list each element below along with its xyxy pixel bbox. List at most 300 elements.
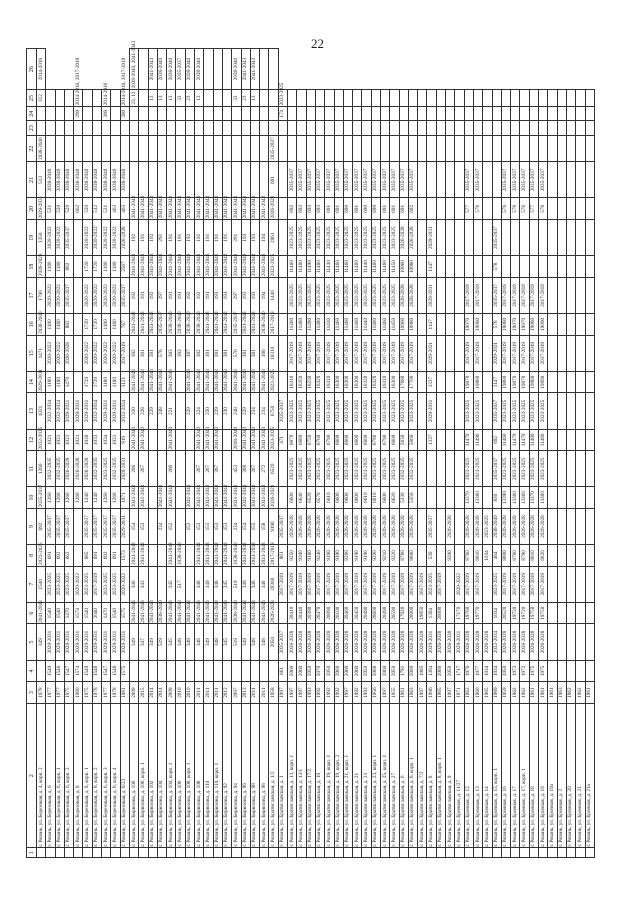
table-cell: 19070 xyxy=(520,371,529,393)
table-cell xyxy=(343,90,352,107)
table-cell: 2041-2043 xyxy=(241,429,250,451)
column-number-cell: 26 xyxy=(27,49,37,90)
table-cell xyxy=(362,848,371,858)
table-cell: 2041-2043 xyxy=(232,371,241,393)
table-cell: 2038-2040 xyxy=(111,162,120,198)
table-cell: 2041-2043 xyxy=(167,429,176,451)
table-cell: 2013 xyxy=(241,682,250,704)
table-cell: 2032-2035 xyxy=(46,451,55,487)
table-cell: 383 xyxy=(176,335,185,371)
table-cell: 11480 xyxy=(315,314,324,336)
table-cell: 2026-2028 xyxy=(408,508,417,544)
table-cell: 272 xyxy=(260,451,269,487)
table-cell: 6870 xyxy=(288,429,297,451)
table-cell: 192 xyxy=(195,277,204,313)
table-cell: 13380 xyxy=(473,487,482,509)
table-row xyxy=(74,49,83,858)
table-cell: 6750 xyxy=(306,429,315,451)
table-cell: 2023-2025 xyxy=(83,566,92,602)
table-cell xyxy=(176,487,185,509)
table-cell: 228 xyxy=(139,393,148,429)
table-cell xyxy=(483,198,492,220)
table-cell xyxy=(83,121,92,135)
table-cell: 2038-2040 xyxy=(176,314,185,336)
table-cell: 19070 xyxy=(511,371,520,393)
table-cell: 2023-2025 xyxy=(315,393,324,429)
table-cell: 1961 xyxy=(399,682,408,704)
table-cell xyxy=(427,487,436,509)
table-cell xyxy=(102,135,111,161)
table-cell xyxy=(250,848,259,858)
table-cell: 2026-2028 xyxy=(325,508,334,544)
table-cell xyxy=(576,198,585,220)
table-cell: 2038-2040 xyxy=(176,545,185,567)
table-cell: 2017-2019 xyxy=(464,566,473,602)
table-cell xyxy=(46,121,55,135)
table-cell xyxy=(566,90,575,107)
table-cell: 1956 xyxy=(371,682,380,704)
table-cell: 1575 xyxy=(120,660,129,682)
table-cell: 2038-2040, 2041-2043 xyxy=(129,49,138,90)
column-number-cell: 5 xyxy=(27,624,37,660)
table-cell: 2017-2019 xyxy=(520,335,529,371)
table-cell xyxy=(418,277,427,313)
table-row xyxy=(241,49,250,858)
table-cell: 20450 xyxy=(353,602,362,624)
table-cell: 2023-2025 xyxy=(334,277,343,313)
table-cell xyxy=(501,90,510,107)
address-cell: г. Рязань, ул. Братиславская, д. 13, корп. 1 xyxy=(288,703,297,847)
table-cell: 2023-2025 xyxy=(297,220,306,256)
table-cell: 9190 xyxy=(334,545,343,567)
table-row xyxy=(557,49,566,858)
address-cell: г. Рязань, ул. Братиславская, д. 27 xyxy=(390,703,399,847)
table-cell: 2023-2025 xyxy=(306,220,315,256)
table-cell: 6600 xyxy=(380,487,389,509)
address-cell: г. Рязань, ул. Бронная, д. 11/27 xyxy=(455,703,464,847)
table-cell xyxy=(483,335,492,371)
table-cell: 9200 xyxy=(343,545,352,567)
table-cell xyxy=(566,107,575,121)
table-cell: 2017-2019 xyxy=(539,277,548,313)
table-cell: 2029-2031 xyxy=(427,393,436,429)
table-cell: 2035-2037 xyxy=(102,508,111,544)
table-cell: 2017-2019 xyxy=(473,335,482,371)
table-cell: 767 xyxy=(120,314,129,336)
table-cell: 2041-2043 xyxy=(195,545,204,567)
table-cell xyxy=(297,848,306,858)
table-cell: 519 xyxy=(157,624,166,660)
table-cell: 297 xyxy=(157,277,166,313)
table-cell xyxy=(566,135,575,161)
table-cell xyxy=(297,135,306,161)
table-cell: 2026-2028 xyxy=(315,624,324,660)
table-cell: 9190 xyxy=(325,545,334,567)
table-row xyxy=(576,49,585,858)
table-cell: 691 xyxy=(269,162,278,198)
table-cell xyxy=(529,848,538,858)
table-cell: 2023-2025 xyxy=(325,277,334,313)
table-cell: 2020-2022 xyxy=(120,566,129,602)
table-cell: 2026-2028 xyxy=(74,451,83,487)
table-cell: 3040 xyxy=(92,602,101,624)
table-cell: 2041-2043 xyxy=(250,256,259,278)
table-cell: 1992 xyxy=(325,682,334,704)
table-cell: 2038-2040 xyxy=(55,162,64,198)
column-number-cell: 24 xyxy=(27,107,37,121)
table-cell: 2023-2025 xyxy=(288,451,297,487)
address-cell: г. Рязань, ул. Березовая, д. 8, корп. 2 xyxy=(92,703,101,847)
column-number-cell: 23 xyxy=(27,121,37,135)
table-cell: 9300 xyxy=(297,545,306,567)
table-cell xyxy=(557,277,566,313)
table-cell: 2035-2037 xyxy=(176,49,185,90)
table-cell: 191 xyxy=(139,277,148,313)
table-cell: 11460 xyxy=(288,314,297,336)
table-row xyxy=(222,49,231,858)
table-row xyxy=(176,49,185,858)
address-cell: г. Рязань, ул. Братиславская, д. 25, корп. 1 xyxy=(380,703,389,847)
table-cell xyxy=(37,107,46,121)
table-cell xyxy=(492,162,501,198)
table-cell: 693 xyxy=(306,198,315,220)
table-cell: 2035-2037 xyxy=(362,162,371,198)
table-cell: 2026-2028 xyxy=(353,508,362,544)
table-cell: 2041-2043 xyxy=(241,602,250,624)
column-number-cell: 14 xyxy=(27,371,37,393)
table-row xyxy=(46,49,55,858)
table-cell xyxy=(418,220,427,256)
table-cell xyxy=(557,848,566,858)
table-cell: 386 xyxy=(260,335,269,371)
table-cell: 2041-2043 xyxy=(204,429,213,451)
table-cell xyxy=(446,162,455,198)
table-cell: 2017-2019 xyxy=(511,566,520,602)
table-cell xyxy=(185,162,194,198)
table-cell xyxy=(353,848,362,858)
table-row xyxy=(566,49,575,858)
table-cell: 191 xyxy=(167,277,176,313)
table-cell: 2041-2043 xyxy=(222,487,231,509)
table-cell: 2026-2028 xyxy=(520,508,529,544)
table-cell: 2041-2043 xyxy=(250,198,259,220)
table-cell xyxy=(222,107,231,121)
table-cell: 2032-2035 xyxy=(111,451,120,487)
table-cell xyxy=(269,660,278,682)
table-cell xyxy=(548,277,557,313)
table-cell: 1978 xyxy=(92,682,101,704)
table-cell: 8780 xyxy=(511,545,520,567)
table-cell: 194 xyxy=(260,220,269,256)
table-cell xyxy=(446,314,455,336)
table-cell: 691 xyxy=(390,198,399,220)
table-cell xyxy=(64,90,73,107)
table-cell xyxy=(557,256,566,278)
table-cell: 2041-2043 xyxy=(250,49,259,90)
table-cell xyxy=(241,135,250,161)
address-cell: г. Рязань, ул. Березовая, д. 8, корп. 4 xyxy=(111,703,120,847)
column-number-cell: 6 xyxy=(27,602,37,624)
table-cell xyxy=(167,660,176,682)
table-cell xyxy=(315,121,324,135)
table-cell: 1260 xyxy=(37,451,46,487)
table-cell: 1260 xyxy=(64,487,73,509)
table-cell: 1147 xyxy=(427,256,436,278)
table-cell: 2017-2019 xyxy=(380,566,389,602)
table-cell: 519 xyxy=(232,566,241,602)
table-cell: 2041-2043 xyxy=(195,371,204,393)
table-cell: 2010 xyxy=(176,682,185,704)
table-row xyxy=(492,49,501,858)
table-cell: 530 xyxy=(427,545,436,567)
table-cell xyxy=(278,220,287,256)
table-cell: 2060 xyxy=(334,660,343,682)
table-cell: 2035-2037 xyxy=(492,451,501,487)
table-cell xyxy=(46,135,55,161)
table-cell: 2026-2028 xyxy=(288,508,297,544)
table-cell xyxy=(455,135,464,161)
table-cell: 13390 xyxy=(501,487,510,509)
table-row xyxy=(455,49,464,858)
table-row xyxy=(278,49,287,858)
table-cell: 2041-2043 xyxy=(222,602,231,624)
table-cell: 2026-2028 xyxy=(269,198,278,220)
table-cell: 300 xyxy=(120,107,129,121)
table-cell xyxy=(585,602,594,624)
table-cell: 1260 xyxy=(74,487,83,509)
table-cell: 1960 xyxy=(473,682,482,704)
table-cell xyxy=(576,335,585,371)
table-cell xyxy=(557,487,566,509)
table-cell xyxy=(278,162,287,198)
table-cell: 11460 xyxy=(334,256,343,278)
table-cell: 267 xyxy=(250,451,259,487)
table-cell xyxy=(455,371,464,393)
table-cell xyxy=(464,107,473,121)
table-cell: 267 xyxy=(204,451,213,487)
table-cell: 2023-2025 xyxy=(288,277,297,313)
table-cell: 2017-2019 xyxy=(92,566,101,602)
address-cell: г. Рязань, ул. Братиславская, д. 21 xyxy=(353,703,362,847)
table-row xyxy=(539,49,548,858)
table-cell xyxy=(446,335,455,371)
table-cell xyxy=(408,848,417,858)
table-cell: 2026-2028 xyxy=(529,624,538,660)
table-cell: 2038-2040 xyxy=(83,162,92,198)
table-cell: 1717 xyxy=(455,660,464,682)
table-cell: 347 xyxy=(139,624,148,660)
table-cell xyxy=(483,602,492,624)
address-cell: г. Рязань, ул. Бронная, д. 21а xyxy=(585,703,594,847)
table-cell: 2060 xyxy=(380,660,389,682)
table-cell: 2017-2019 xyxy=(362,335,371,371)
table-cell: 2020-2022 xyxy=(102,277,111,313)
table-cell xyxy=(464,90,473,107)
table-cell: 11460 xyxy=(353,256,362,278)
table-cell: 2038-2040 xyxy=(74,162,83,198)
table-cell: 2041-2043 xyxy=(232,198,241,220)
table-cell: 2023-2025 xyxy=(343,220,352,256)
table-cell: 1972 xyxy=(520,660,529,682)
table-cell: 192 xyxy=(195,220,204,256)
table-cell: 2015 xyxy=(139,682,148,704)
table-row xyxy=(418,49,427,858)
table-cell: 2017-2019 xyxy=(278,566,287,602)
table-cell xyxy=(446,429,455,451)
table-cell xyxy=(343,848,352,858)
table-cell xyxy=(380,121,389,135)
table-cell: 2029-2031 xyxy=(427,335,436,371)
table-cell xyxy=(241,162,250,198)
table-cell xyxy=(511,256,520,278)
table-cell xyxy=(74,135,83,161)
table-cell xyxy=(557,107,566,121)
table-cell: 2041-2043 xyxy=(213,371,222,393)
table-cell: 1977 xyxy=(473,660,482,682)
table-cell: 464 xyxy=(492,545,501,567)
table-cell: 2070 xyxy=(315,660,324,682)
table-cell xyxy=(539,256,548,278)
table-cell: 693 xyxy=(315,198,324,220)
table-cell xyxy=(157,429,166,451)
table-cell: 662 xyxy=(74,198,83,220)
table-cell xyxy=(167,135,176,161)
table-cell: 2050 xyxy=(501,660,510,682)
table-cell: 520 xyxy=(64,198,73,220)
table-cell: 192 xyxy=(185,220,194,256)
address-cell: г. Рязань, ул. Братиславская, д. 23 xyxy=(362,703,371,847)
table-cell xyxy=(473,135,482,161)
table-cell: 19080 xyxy=(473,314,482,336)
table-cell xyxy=(288,121,297,135)
table-cell xyxy=(548,90,557,107)
table-cell xyxy=(427,198,436,220)
table-row xyxy=(83,49,92,858)
table-cell: 2041-2043 xyxy=(157,487,166,509)
table-row xyxy=(585,49,594,858)
table-cell: 9220 xyxy=(390,545,399,567)
table-cell: 2041-2043 xyxy=(260,256,269,278)
table-cell: 692 xyxy=(297,198,306,220)
table-cell: 5830 xyxy=(399,429,408,451)
table-cell xyxy=(548,393,557,429)
table-cell: 2017-2019 xyxy=(334,566,343,602)
table-cell: 348 xyxy=(185,624,194,660)
table-cell: 1470 xyxy=(64,602,73,624)
table-cell xyxy=(566,848,575,858)
table-cell: 1962 xyxy=(576,682,585,704)
table-cell: 2017-2019 xyxy=(399,566,408,602)
table-cell: 2023-2025 xyxy=(390,393,399,429)
table-cell: 13370 xyxy=(464,487,473,509)
table-cell: 11480 xyxy=(539,429,548,451)
table-cell: 2041-2043 xyxy=(204,545,213,567)
table-cell: 1975 xyxy=(83,682,92,704)
table-cell: 2035-2037 xyxy=(334,162,343,198)
table-cell xyxy=(566,371,575,393)
table-cell: 1071 xyxy=(120,487,129,509)
table-cell: 17680 xyxy=(399,371,408,393)
table-cell xyxy=(334,90,343,107)
table-cell: 11460 xyxy=(353,314,362,336)
table-cell: 1540 xyxy=(37,566,46,602)
table-cell: 221 xyxy=(167,393,176,429)
table-cell: 2023-2025 xyxy=(353,277,362,313)
table-cell: 6800 xyxy=(343,429,352,451)
table-cell: 18320 xyxy=(371,371,380,393)
address-cell: г. Рязань, ул. Бирюзова, д. 10б, корп. 1 xyxy=(139,703,148,847)
table-cell xyxy=(436,545,445,567)
table-cell: 6880 xyxy=(297,429,306,451)
table-cell xyxy=(492,848,501,858)
table-cell: 2012 xyxy=(222,682,231,704)
table-cell: 2041-2043 xyxy=(241,49,250,90)
table-cell xyxy=(148,487,157,509)
table-cell: 2035-2037 xyxy=(297,162,306,198)
table-cell: 2041-2043 xyxy=(241,314,250,336)
table-cell: 13 xyxy=(148,90,157,107)
table-cell xyxy=(176,371,185,393)
table-cell xyxy=(204,135,213,161)
table-cell xyxy=(232,107,241,121)
table-cell xyxy=(464,121,473,135)
table-cell xyxy=(408,90,417,107)
table-cell xyxy=(576,545,585,567)
table-cell xyxy=(418,545,427,567)
table-cell xyxy=(483,566,492,602)
table-row xyxy=(250,49,259,858)
table-cell: 11480 xyxy=(315,256,324,278)
table-cell: 345 xyxy=(167,624,176,660)
table-cell xyxy=(380,107,389,121)
table-cell: 2041-2043 xyxy=(260,545,269,567)
table-cell: 2023-2025 xyxy=(501,393,510,429)
table-cell: 1260 xyxy=(55,487,64,509)
table-cell xyxy=(232,848,241,858)
table-cell xyxy=(176,848,185,858)
table-cell: 2026-2028 xyxy=(306,624,315,660)
table-cell: 155 xyxy=(250,508,259,544)
address-cell: г. Рязань, ул. Братиславская, д. 7/2 xyxy=(418,703,427,847)
table-cell: 2029-2031 xyxy=(427,277,436,313)
table-row xyxy=(55,49,64,858)
table-cell: 343 xyxy=(139,566,148,602)
table-cell xyxy=(566,487,575,509)
table-cell: 348 xyxy=(176,624,185,660)
table-cell xyxy=(176,121,185,135)
table-cell: 2038-2040 xyxy=(185,49,194,90)
table-cell xyxy=(111,135,120,161)
table-cell xyxy=(129,848,138,858)
table-cell xyxy=(325,121,334,135)
table-cell: 576 xyxy=(501,198,510,220)
table-cell xyxy=(520,135,529,161)
table-cell: 2038-2040 xyxy=(120,162,129,198)
table-cell: 2032-2035 xyxy=(399,451,408,487)
table-cell: 2023-2025 xyxy=(529,393,538,429)
table-cell xyxy=(167,121,176,135)
table-cell: 5350 xyxy=(408,487,417,509)
table-cell: 2026-2028 xyxy=(408,624,417,660)
table-cell: 2041-2043 xyxy=(167,198,176,220)
table-cell: 6600 xyxy=(334,487,343,509)
table-cell xyxy=(455,335,464,371)
table-cell xyxy=(585,660,594,682)
table-cell xyxy=(446,198,455,220)
table-cell xyxy=(278,487,287,509)
table-cell xyxy=(213,90,222,107)
table-cell: 248 xyxy=(232,393,241,429)
